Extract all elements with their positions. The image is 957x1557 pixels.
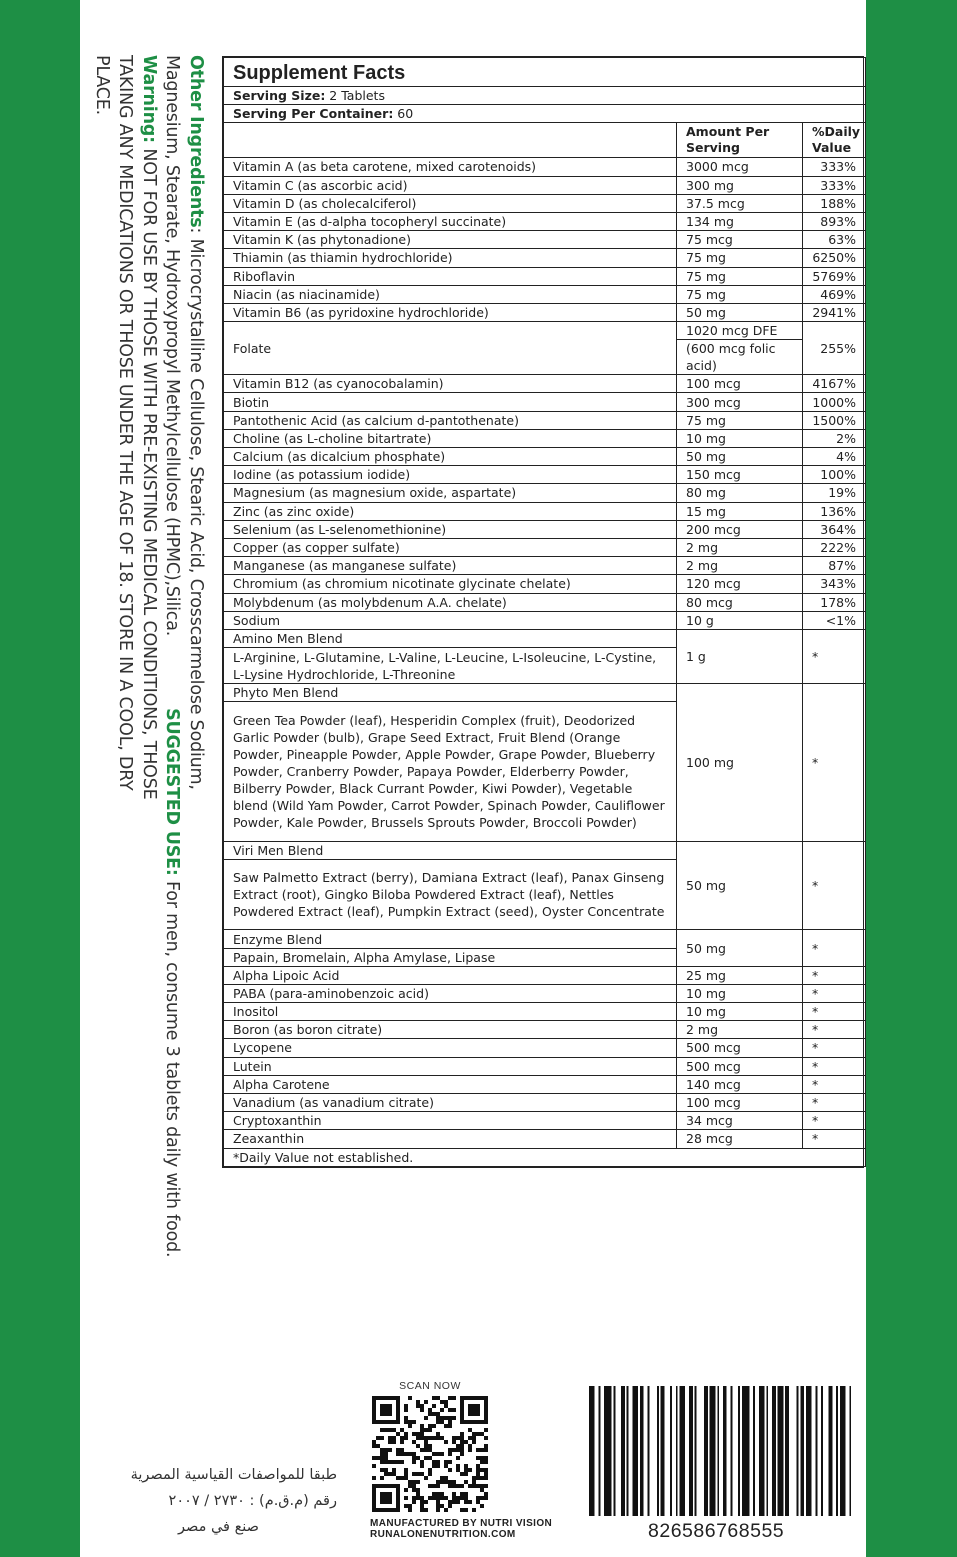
nutrient-amount: 500 mcg (677, 1057, 803, 1075)
nutrient-row (224, 375, 866, 393)
nutrient-name: Vitamin A (as beta carotene, mixed carotenoids) (224, 158, 677, 176)
footnote-row (224, 1148, 866, 1166)
nutrient-row (224, 393, 866, 411)
barcode-number: 826586768555 (648, 1520, 785, 1542)
nutrient-row (224, 1075, 866, 1093)
nutrient-daily-value: 222% (803, 538, 866, 556)
nutrient-amount: 134 mg (677, 212, 803, 230)
blend-daily-value: * (803, 930, 866, 966)
blend-title: Amino Men Blend (224, 629, 677, 647)
manufacturer-text: MANUFACTURED BY NUTRI VISION (370, 1518, 553, 1529)
nutrient-row (224, 429, 866, 447)
nutrient-name: Folate (224, 322, 677, 375)
nutrient-daily-value: 87% (803, 557, 866, 575)
header-blank (224, 123, 677, 158)
nutrient-daily-value: 893% (803, 212, 866, 230)
nutrient-name: Inositol (224, 1003, 677, 1021)
blend-description: L-Arginine, L-Glutamine, L-Valine, L-Leucine, L-Isoleucine, L-Cystine, L-Lysine Hydrochloride, L-Threonine (224, 648, 677, 684)
right-green-stripe (866, 0, 957, 1557)
nutrient-daily-value: 1500% (803, 411, 866, 429)
servings-per-container (224, 105, 866, 123)
nutrient-name: Chromium (as chromium nicotinate glycinate chelate) (224, 575, 677, 593)
nutrient-amount: 50 mg (677, 303, 803, 321)
supplement-facts-panel (222, 56, 864, 1168)
nutrient-name: Vitamin B12 (as cyanocobalamin) (224, 375, 677, 393)
nutrient-name: PABA (para-aminobenzoic acid) (224, 984, 677, 1002)
nutrient-row (224, 966, 866, 984)
nutrient-row (224, 448, 866, 466)
nutrient-daily-value: 188% (803, 194, 866, 212)
qr-block (370, 1380, 560, 1540)
nutrient-amount-alt: (600 mcg folic acid) (677, 340, 803, 375)
blend-amount: 50 mg (677, 842, 803, 930)
side-info-panel (90, 55, 208, 1455)
nutrient-name: Vitamin E (as d-alpha tocopheryl succinate) (224, 212, 677, 230)
nutrient-daily-value: * (803, 1057, 866, 1075)
nutrient-amount: 10 g (677, 611, 803, 629)
nutrient-name: Biotin (224, 393, 677, 411)
nutrient-daily-value: * (803, 1075, 866, 1093)
nutrient-name: Magnesium (as magnesium oxide, aspartate) (224, 484, 677, 502)
nutrient-daily-value: 19% (803, 484, 866, 502)
blend-amount: 100 mg (677, 684, 803, 842)
supplement-facts-table (223, 57, 866, 1167)
nutrient-name: Zinc (as zinc oxide) (224, 502, 677, 520)
nutrient-amount: 3000 mcg (677, 158, 803, 176)
nutrient-amount: 2 mg (677, 538, 803, 556)
nutrient-row (224, 538, 866, 556)
other-ingredients-line-2 (160, 55, 184, 1455)
nutrient-daily-value: * (803, 1093, 866, 1111)
warning-text-2: TAKING ANY MEDICATIONS OR THOSE UNDER THE AGE OF 18. STORE IN A COOL, DRY (115, 55, 136, 791)
nutrient-row (224, 267, 866, 285)
nutrient-daily-value: 333% (803, 176, 866, 194)
suggested-use-label: SUGGESTED USE: (162, 708, 183, 876)
servings-label: Serving Per Container: (233, 106, 394, 122)
nutrient-row (224, 303, 866, 321)
blend-amount: 50 mg (677, 930, 803, 966)
nutrient-amount: 1020 mcg DFE (677, 322, 803, 340)
nutrient-row (224, 520, 866, 538)
nutrient-daily-value: <1% (803, 611, 866, 629)
nutrient-daily-value: 6250% (803, 249, 866, 267)
nutrient-amount: 80 mcg (677, 593, 803, 611)
nutrient-amount: 34 mcg (677, 1112, 803, 1130)
nutrient-row (224, 466, 866, 484)
nutrient-daily-value: * (803, 1130, 866, 1148)
nutrient-amount: 80 mg (677, 484, 803, 502)
warning-line-2 (113, 55, 137, 1455)
nutrient-amount: 300 mcg (677, 393, 803, 411)
nutrient-amount: 15 mg (677, 502, 803, 520)
blend-title-row (224, 930, 866, 948)
nutrient-row (224, 1093, 866, 1111)
nutrient-amount: 50 mg (677, 448, 803, 466)
nutrient-amount: 10 mg (677, 429, 803, 447)
nutrient-amount: 200 mcg (677, 520, 803, 538)
nutrient-row (224, 212, 866, 230)
nutrient-amount: 100 mcg (677, 1093, 803, 1111)
nutrient-name: Sodium (224, 611, 677, 629)
nutrient-row (224, 484, 866, 502)
nutrient-name: Calcium (as dicalcium phosphate) (224, 448, 677, 466)
nutrient-amount: 75 mg (677, 249, 803, 267)
nutrient-daily-value: 63% (803, 231, 866, 249)
nutrient-name: Lutein (224, 1057, 677, 1075)
blend-amount: 1 g (677, 629, 803, 683)
blend-description: Papain, Bromelain, Alpha Amylase, Lipase (224, 948, 677, 966)
nutrient-daily-value: 2941% (803, 303, 866, 321)
nutrient-row (224, 575, 866, 593)
blend-title-row (224, 684, 866, 702)
other-ingredients-line-1 (184, 55, 208, 1455)
nutrient-name: Thiamin (as thiamin hydrochloride) (224, 249, 677, 267)
warning-line-3 (90, 55, 114, 1455)
nutrient-daily-value: * (803, 1003, 866, 1021)
nutrient-row (224, 231, 866, 249)
blend-title: Viri Men Blend (224, 842, 677, 860)
nutrient-name: Vitamin C (as ascorbic acid) (224, 176, 677, 194)
arabic-line-1: طبقا للمواصفات القياسية المصرية (130, 1467, 337, 1483)
other-ingredients-text-2: Magnesium, Stearate, Hydroxypropyl Methylcellulose (HPMC),Silica. (162, 55, 183, 637)
nutrient-name: Vitamin B6 (as pyridoxine hydrochloride) (224, 303, 677, 321)
nutrient-amount: 120 mcg (677, 575, 803, 593)
nutrient-amount: 75 mg (677, 285, 803, 303)
blend-title: Enzyme Blend (224, 930, 677, 948)
blend-title: Phyto Men Blend (224, 684, 677, 702)
warning-line-1 (137, 55, 161, 1455)
nutrient-row (224, 158, 866, 176)
nutrient-row (224, 411, 866, 429)
suggested-use-text: For men, consume 3 tablets daily with food. (162, 875, 183, 1258)
nutrient-row (224, 285, 866, 303)
manufacturer-info (370, 1518, 552, 1540)
nutrient-name: Manganese (as manganese sulfate) (224, 557, 677, 575)
nutrient-amount: 140 mcg (677, 1075, 803, 1093)
nutrient-row-folate (224, 322, 866, 340)
nutrient-name: Lycopene (224, 1039, 677, 1057)
nutrient-amount: 75 mg (677, 411, 803, 429)
nutrient-name: Alpha Carotene (224, 1075, 677, 1093)
nutrient-amount: 75 mg (677, 267, 803, 285)
nutrient-row (224, 557, 866, 575)
qr-code[interactable] (372, 1396, 488, 1512)
nutrient-row (224, 1039, 866, 1057)
nutrient-row (224, 1130, 866, 1148)
nutrient-amount: 2 mg (677, 557, 803, 575)
nutrient-row (224, 1003, 866, 1021)
nutrient-name: Vanadium (as vanadium citrate) (224, 1093, 677, 1111)
arabic-standards-text (82, 1462, 337, 1540)
nutrient-name: Molybdenum (as molybdenum A.A. chelate) (224, 593, 677, 611)
blend-title-row (224, 842, 866, 860)
nutrient-amount: 500 mcg (677, 1039, 803, 1057)
nutrient-row (224, 611, 866, 629)
serving-size-label: Serving Size: (233, 88, 326, 104)
nutrient-row (224, 984, 866, 1002)
nutrient-name: Vitamin K (as phytonadione) (224, 231, 677, 249)
nutrient-row (224, 1057, 866, 1075)
nutrient-daily-value: * (803, 1021, 866, 1039)
nutrient-name: Choline (as L-choline bitartrate) (224, 429, 677, 447)
nutrient-amount: 2 mg (677, 1021, 803, 1039)
blend-description: Green Tea Powder (leaf), Hesperidin Complex (fruit), Deodorized Garlic Powder (bulb), Grape Seed Extract, Fruit Blend (Orange Powder, Pineapple Powder, Apple Powder, Grape Powder, Blueberry Powder, Cranberry Powder, Papaya Powder, Elderberry Powder, Bilberry Powder, Black Currant Powder, Kiwi Powder), Vegetable blend (Wild Yam Powder, Carrot Powder, Spinach Powder, Cauliflower Powder, Kale Powder, Brussels Sprouts Powder, Broccoli Powder) (224, 702, 677, 842)
nutrient-amount: 10 mg (677, 1003, 803, 1021)
nutrient-daily-value: 364% (803, 520, 866, 538)
left-green-stripe (0, 0, 80, 1557)
nutrient-row (224, 502, 866, 520)
nutrient-name: Boron (as boron citrate) (224, 1021, 677, 1039)
blend-title-row (224, 629, 866, 647)
header-amount: Amount Per Serving (677, 123, 803, 158)
nutrient-daily-value: 469% (803, 285, 866, 303)
nutrient-name: Vitamin D (as cholecalciferol) (224, 194, 677, 212)
nutrient-daily-value: * (803, 966, 866, 984)
nutrient-daily-value: * (803, 984, 866, 1002)
nutrient-name: Iodine (as potassium iodide) (224, 466, 677, 484)
serving-size-value: 2 Tablets (325, 88, 385, 104)
nutrient-name: Riboflavin (224, 267, 677, 285)
nutrient-name: Zeaxanthin (224, 1130, 677, 1148)
nutrient-amount: 75 mcg (677, 231, 803, 249)
nutrient-row (224, 1021, 866, 1039)
nutrient-name: Alpha Lipoic Acid (224, 966, 677, 984)
nutrient-amount: 300 mg (677, 176, 803, 194)
footnote: *Daily Value not established. (224, 1148, 866, 1166)
nutrient-daily-value: 333% (803, 158, 866, 176)
warning-label: Warning: (139, 55, 159, 143)
nutrient-amount: 28 mcg (677, 1130, 803, 1148)
nutrient-daily-value: 4% (803, 448, 866, 466)
nutrient-row (224, 1112, 866, 1130)
nutrient-daily-value: 5769% (803, 267, 866, 285)
nutrient-row (224, 593, 866, 611)
arabic-line-2: رقم (م.ق.م) : ٢٧٣٠ / ٢٠٠٧ (168, 1493, 337, 1509)
nutrient-name: Cryptoxanthin (224, 1112, 677, 1130)
arabic-line-3: صنع في مصر (178, 1519, 259, 1535)
blend-daily-value: * (803, 842, 866, 930)
nutrient-daily-value: 178% (803, 593, 866, 611)
nutrient-daily-value: 4167% (803, 375, 866, 393)
nutrient-daily-value: * (803, 1112, 866, 1130)
nutrient-daily-value: 100% (803, 466, 866, 484)
nutrient-row (224, 249, 866, 267)
scan-now-label: SCAN NOW (399, 1380, 461, 1392)
other-ingredients-label: Other Ingredients (186, 55, 206, 228)
servings-value: 60 (393, 106, 414, 122)
nutrient-amount: 10 mg (677, 984, 803, 1002)
barcode (589, 1386, 855, 1516)
other-ingredients-text-1: : Microcrystalline Cellulose, Stearic Acid, Crosscarmelose Sodium, (186, 227, 206, 790)
website-text: RUNALONENUTRITION.COM (370, 1529, 516, 1540)
nutrient-name: Copper (as copper sulfate) (224, 538, 677, 556)
nutrient-daily-value: * (803, 1039, 866, 1057)
nutrient-name: Pantothenic Acid (as calcium d-pantothenate) (224, 411, 677, 429)
header-daily-value: %Daily Value (803, 123, 866, 158)
blend-daily-value: * (803, 684, 866, 842)
blend-daily-value: * (803, 629, 866, 683)
nutrient-amount: 37.5 mcg (677, 194, 803, 212)
blend-description: Saw Palmetto Extract (berry), Damiana Extract (leaf), Panax Ginseng Extract (root), Gingko Biloba Powdered Extract (leaf), Nettles Powdered Extract (leaf), Pumpkin Extract (seed), Oyster Concentrate (224, 860, 677, 930)
nutrient-daily-value: 1000% (803, 393, 866, 411)
nutrient-daily-value: 255% (803, 322, 866, 375)
warning-text-1: NOT FOR USE BY THOSE WITH PRE-EXISTING MEDICAL CONDITIONS, THOSE (139, 142, 159, 800)
nutrient-row (224, 194, 866, 212)
nutrient-daily-value: 136% (803, 502, 866, 520)
nutrient-name: Selenium (as L-selenomethionine) (224, 520, 677, 538)
nutrient-daily-value: 2% (803, 429, 866, 447)
facts-title: Supplement Facts (224, 58, 866, 87)
nutrient-amount: 100 mcg (677, 375, 803, 393)
nutrient-amount: 25 mg (677, 966, 803, 984)
warning-text-3: PLACE. (92, 55, 112, 116)
serving-size (224, 87, 866, 105)
nutrient-name: Niacin (as niacinamide) (224, 285, 677, 303)
nutrient-daily-value: 343% (803, 575, 866, 593)
nutrient-row (224, 176, 866, 194)
nutrient-amount: 150 mcg (677, 466, 803, 484)
